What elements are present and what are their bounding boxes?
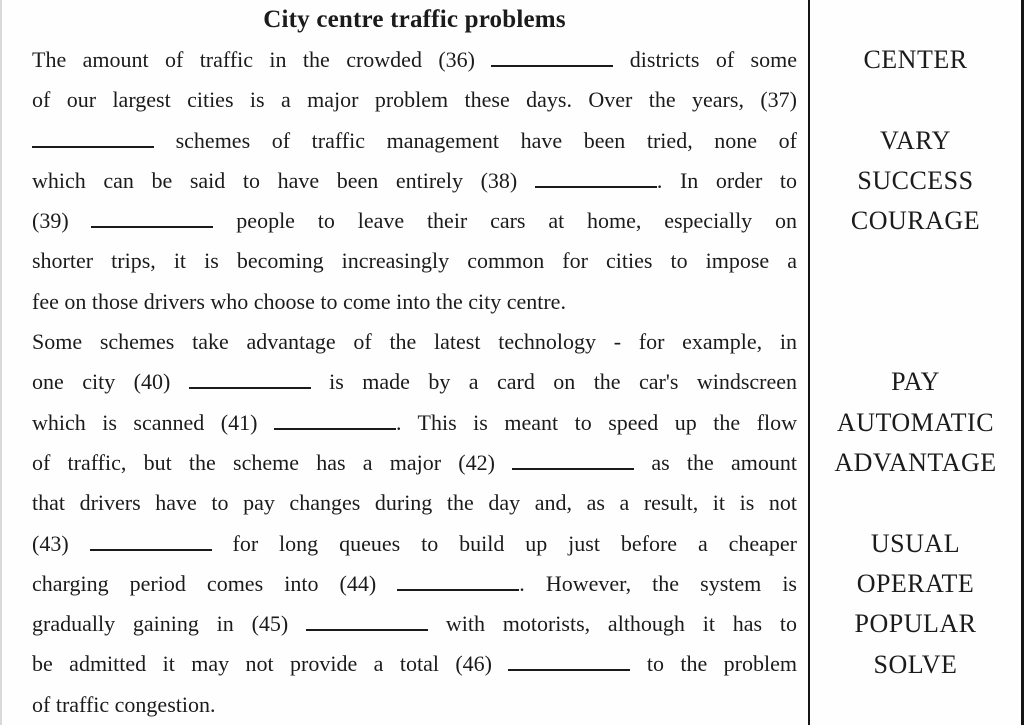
prompt-word-38: SUCCESS [857,165,974,195]
passage-line: charging period comes into (44) . However, the system is [32,570,797,596]
answer-blank-39 [91,226,213,228]
answer-blank-46 [508,669,630,671]
passage-line: that drivers have to pay changes during the day and, as a result, it is not [32,490,797,516]
prompt-word-41: AUTOMATIC [836,407,995,437]
prompt-word-36: CENTER [863,45,968,74]
prompt-word-46: SOLVE [873,649,958,679]
passage-line: gradually gaining in (45) with motorists, although it has to [32,611,797,637]
passage-line: (43) for long queues to build up just before a cheaper [32,530,797,556]
passage-line: of traffic congestion. [32,691,216,717]
passage-line: be admitted it may not provide a total (46) to the problem [32,651,797,677]
prompt-word-43: USUAL [870,528,961,558]
passage-line: one city (40) is made by a card on the car's windscreen [32,369,797,395]
answer-blank-42 [512,468,634,470]
prompt-word-42: ADVANTAGE [834,448,997,477]
answer-blank-36 [491,65,613,67]
passage-line: shorter trips, it is becoming increasingly common for cities to impose a [32,248,797,274]
prompt-word-40: PAY [891,367,940,397]
answer-blank-37 [32,146,154,148]
answer-blank-40 [189,387,311,389]
answer-blank-41 [274,428,396,430]
passage-line: Some schemes take advantage of the latest technology - for example, in [32,329,797,355]
passage-body [32,40,797,725]
passage-line: which is scanned (41) . This is meant to speed up the flow [32,409,797,435]
passage-line: fee on those drivers who choose to come into the city centre. [32,288,566,314]
passage-line: (39) people to leave their cars at home, especially on [32,208,797,234]
answer-blank-43 [90,549,212,551]
answer-blank-38 [535,186,657,188]
prompt-word-37: VARY [880,125,951,155]
prompt-word-39: COURAGE [850,206,981,236]
passage-line: schemes of traffic management have been tried, none of [32,121,797,161]
answer-blank-45 [306,629,428,631]
passage-title: City centre traffic problems [263,6,566,33]
passage-line: of traffic, but the scheme has a major (42) as the amount [32,449,797,475]
prompt-word-44: OPERATE [856,568,975,598]
passage-line: which can be said to have been entirely (38) . In order to [32,167,797,193]
answer-blank-44 [397,589,519,591]
prompt-word-45: POPULAR [854,609,977,639]
prompt-word-column [810,0,1021,725]
passage-line: The amount of traffic in the crowded (36) districts of some [32,47,797,72]
passage-line: of our largest cities is a major problem these days. Over the years, (37) [32,87,797,113]
